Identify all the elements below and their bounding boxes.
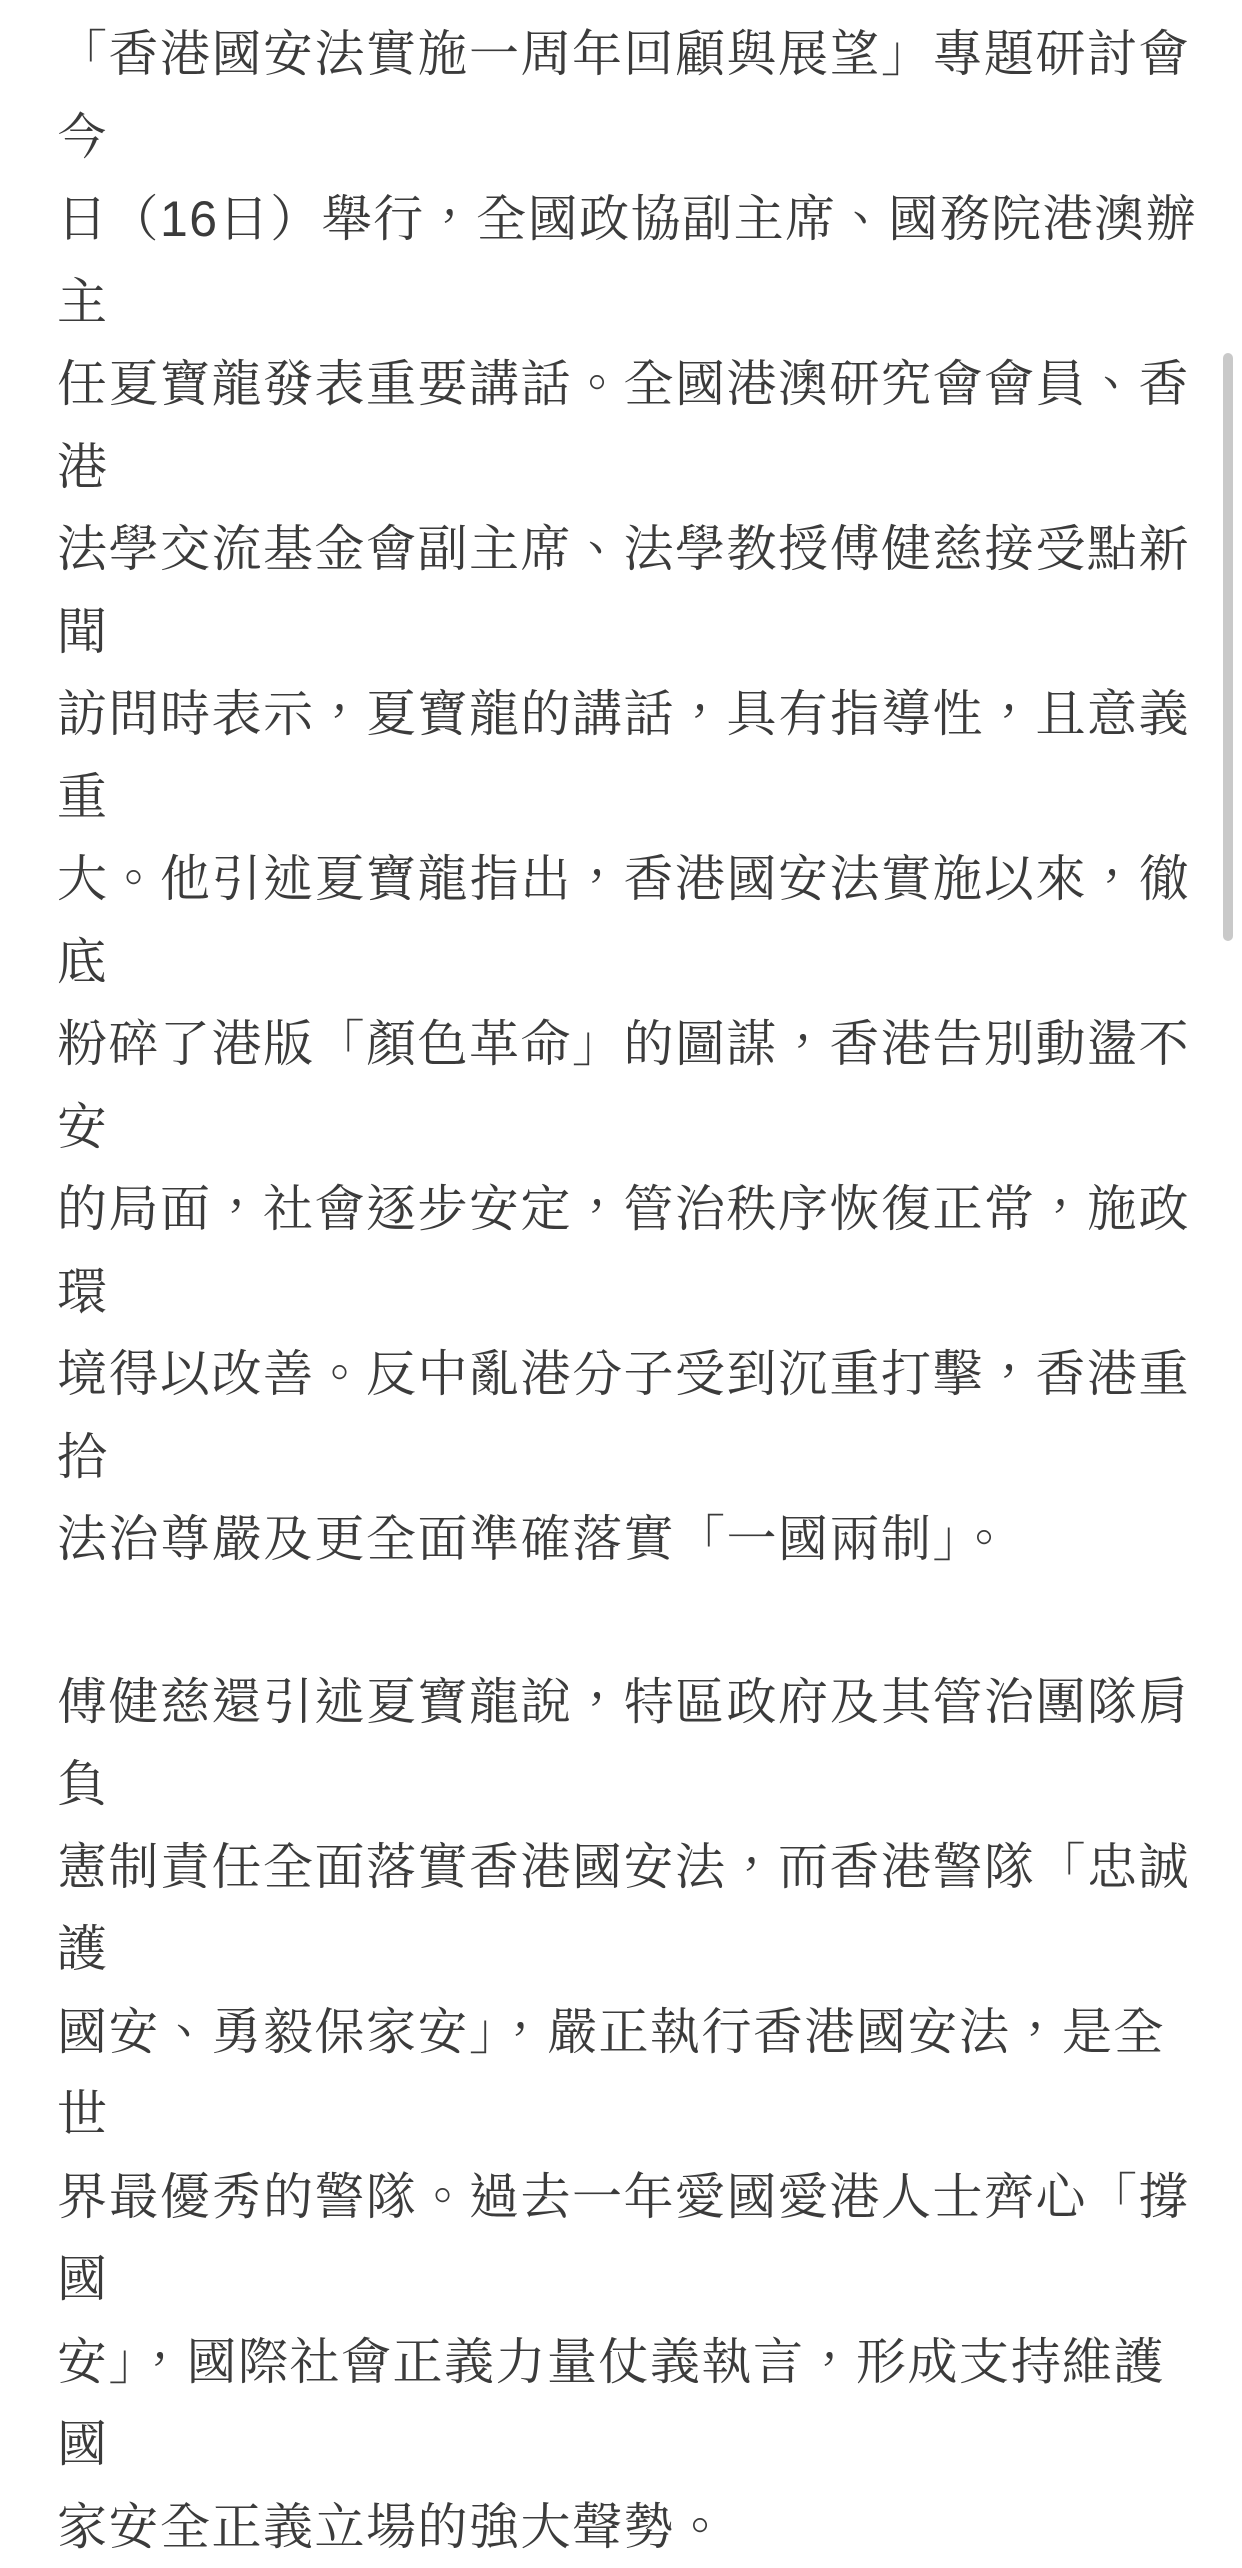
article-paragraph-2: 傅健慈還引述夏寶龍說，特區政府及其管治團隊肩負 憲制責任全面落實香港國安法，而香港警隊「忠誠護 國安、勇毅保家安」，嚴正執行香港國安法，是全世 界最優秀的警隊。過去一年愛國愛港人士齊心「撐國 安」，國際社會正義力量仗義執言，形成支持維護國 家安全正義立場的強大聲勢。 (57, 1661, 1214, 2568)
article-paragraph-1: 「香港國安法實施一周年回顧與展望」專題研討會今 日（16日）舉行，全國政協副主席、國務院港澳辦主 任夏寶龍發表重要講話。全國港澳研究會會員、香港 法學交流基金會副主席、法學教授傅健慈接受點新聞 訪問時表示，夏寶龍的講話，具有指導性，且意義重 大。他引述夏寶龍指出，香港國安法實施以來，徹底 粉碎了港版「顏色革命」的圖謀，香港告別動盪不安 的局面，社會逐步安定，管治秩序恢復正常，施政環 境得以改善。反中亂港分子受到沉重打擊，香港重拾 法治尊嚴及更全面準確落實「一國兩制」。 (57, 13, 1214, 1581)
scrollbar-thumb[interactable] (1223, 353, 1233, 941)
